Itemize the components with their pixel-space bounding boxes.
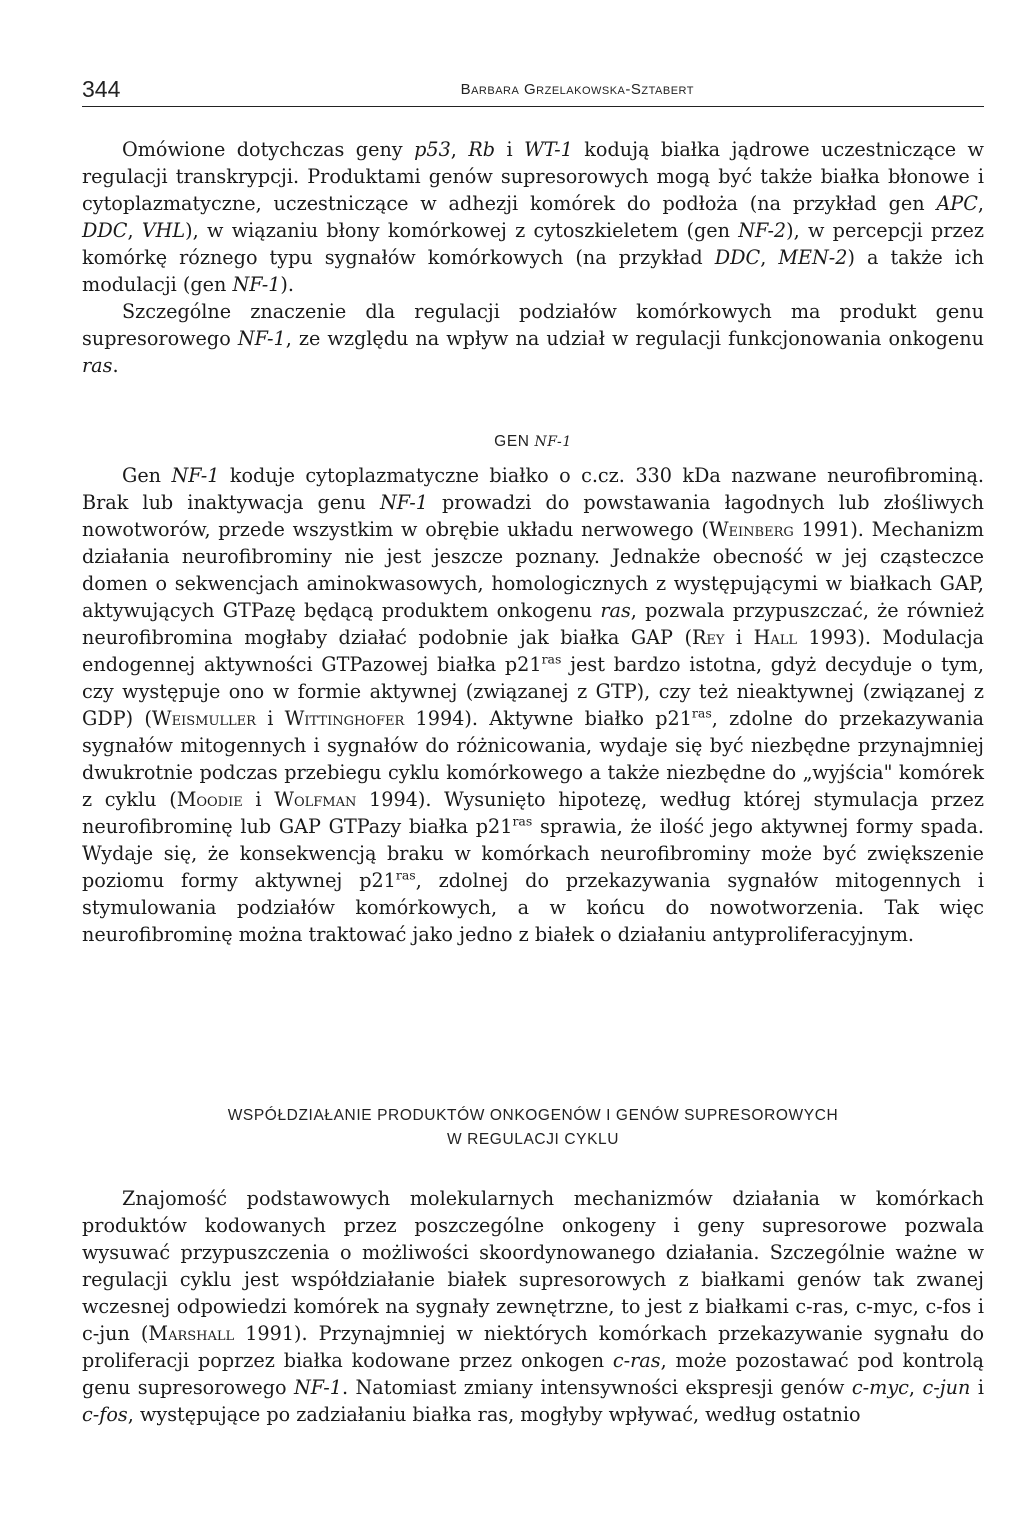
paragraph-3: Gen NF-1 koduje cytoplazmatyczne białko o c.cz. 330 kDa nazwane neurofibrominą. Brak lub inaktywacja genu NF-1 prowadzi do powstawania łagodnych lub złośliwych nowotworów, przede wszystkim w obrębie układu nerwowego (Weinberg 1991). Mechanizm działania neurofibrominy nie jest jeszcze poznany. Jednakże obecność w jej cząsteczce domen o sekwencjach aminokwasowych, homologicznych z występującymi w białkach GAP, aktywujących GTPazę będącą produktem onkogenu ras, pozwala przypuszczać, że również neurofibromina mogłaby działać podobnie jak białka GAP (Rey i Hall 1993). Modulacja endogennej aktywności GTPazowej białka $p21^{ras}$ jest bardzo istotna, gdyż decyduje o tym, czy występuje ono w formie aktywnej (związanej z GTP), czy też nieaktywnej (związanej z GDP) (Weismuller i Wittinghofer 1994). Aktywne białko $p21^{ras}$, zdolne do przekazywania sygnałów mitogennych i sygnałów do różnicowania, wydaje się być niezbędne przynajmniej dwukrotnie podczas przebiegu cyklu komórkowego a także niezbędne do „wyjścia" komórek z cyklu (Moodie i Wolfman 1994). Wysunięto hipotezę, według której stymulacja przez neurofibrominę lub GAP GTPazy białka $p21^{ras}$ sprawia, że ilość jego aktywnej formy spada. Wydaje się, że konsekwencją braku w komórkach neurofibrominy może być zwiększenie poziomu formy aktywnej $p21^{ras}$, zdolnej do przekazywania sygnałów mitogennych i stymulowania podziałów komórkowych, a w końcu do nowotworzenia. Tak więc neurofibrominę można traktować jako jedno z białek o działaniu antyproliferacyjnym. [82, 464, 985, 946]
page-number: 344 [82, 76, 121, 102]
running-head: Barbara Grzelakowska-Sztabert [460, 81, 694, 98]
section-heading-line-1: WSPÓŁDZIAŁANIE PRODUKTÓW ONKOGENÓW I GENÓW SUPRESOROWYCH [227, 1107, 839, 1124]
intro-text-block [82, 136, 984, 379]
section-heading-cooperation [82, 1104, 984, 1152]
header-rule [82, 106, 984, 107]
paragraph-4: Znajomość podstawowych molekularnych mechanizmów działania w komórkach produktów kodowanych przez poszczególne onkogeny i geny supresorowe pozwala wysuwać przypuszczenia o możliwości skoordynowanego działania. Szczególnie ważne w regulacji cyklu jest współdziałanie białek supresorowych z białkami genów tak zwanej wczesnej odpowiedzi komórek na sygnały zewnętrzne, to jest z białkami c-ras, c-myc, c-fos i c-jun (Marshall 1991). Przynajmniej w niektórych komórkach przekazywanie sygnału do proliferacji poprzez białka kodowane przez onkogen c-ras, może pozostawać pod kontrolą genu supresorowego NF-1. Natomiast zmiany intensywności ekspresji genów c-myc, c-jun i c-fos, występujące po zadziałaniu białka ras, mogłyby wpływać, według ostatnio [82, 1187, 984, 1426]
paragraph-2: Szczególne znaczenie dla regulacji podziałów komórkowych ma produkt genu supresorowego NF-1, ze względu na wpływ na udział w regulacji funkcjonowania onkogenu ras. [82, 300, 984, 377]
cooperation-text-block [82, 1185, 984, 1428]
paragraph-1: Omówione dotychczas geny p53, Rb i WT-1 kodują białka jądrowe uczestniczące w regulacji transkrypcji. Produktami genów supresorowych mogą być także białka błonowe i cytoplazmatyczne, uczestniczące w adhezji komórek do podłoża (na przykład gen APC, DDC, VHL), w wiązaniu błony komórkowej z cytoszkieletem (gen NF-2), w percepcji przez komórkę róznego typu sygnałów komórkowych (na przykład DDC, MEN-2) a także ich modulacji (gen NF-1). [82, 138, 984, 296]
section-heading-gen-nf1: GEN NF-1 [494, 433, 572, 450]
page-header [82, 76, 984, 106]
section-heading-line-2: W REGULACJI CYKLU [446, 1131, 620, 1148]
nf1-text-block [82, 462, 984, 948]
